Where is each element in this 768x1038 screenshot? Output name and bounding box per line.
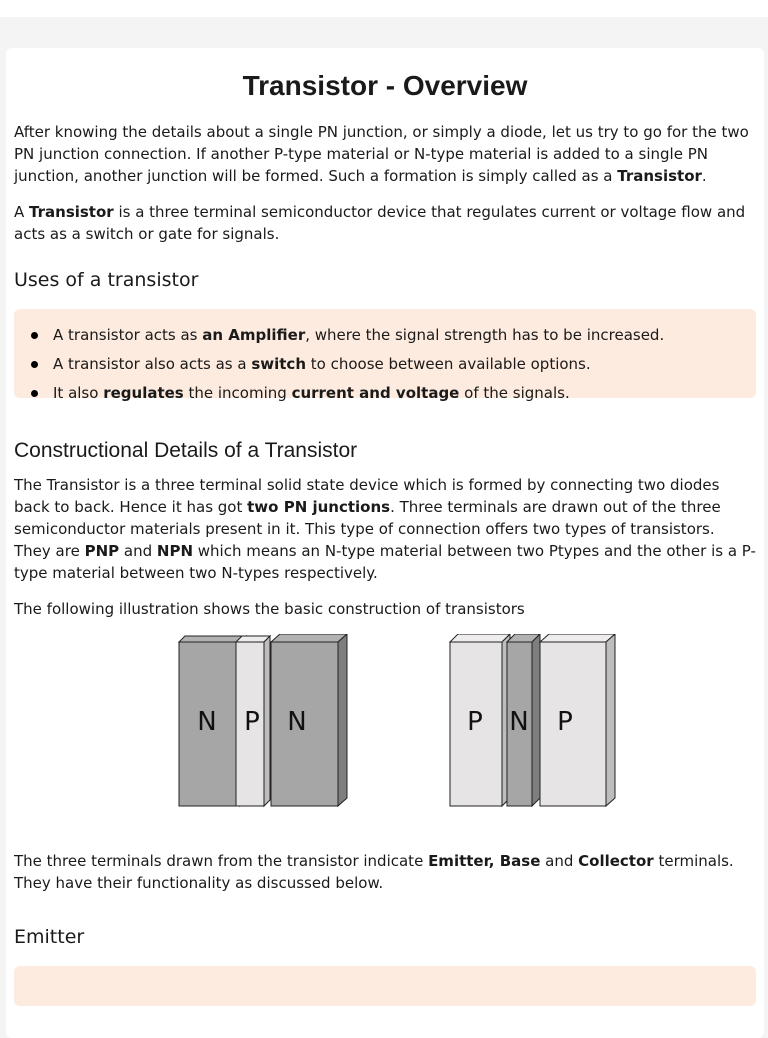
list-item [14, 321, 756, 350]
bold-term: Transistor [29, 203, 114, 221]
bold-term: regulates [103, 384, 184, 402]
text-run: The Transistor is a three terminal solid state device which is formed by connecting two diodes back to back. Hence it has got [14, 476, 720, 516]
bold-term: Emitter, Base [428, 852, 541, 870]
text-run: and [540, 852, 579, 870]
bold-term: current and voltage [291, 384, 460, 402]
construction-heading: Constructional Details of a Transistor [14, 439, 358, 462]
text-run: terminals. They have their functionality as discussed below. [14, 852, 734, 892]
text-run: the incoming [183, 384, 292, 402]
text-run: A transistor acts as [53, 326, 203, 344]
text-run: . Three terminals are drawn out of the three semiconductor materials present in it. This type of connection offers two types of transistors. They are [14, 498, 721, 560]
text-run: and [119, 542, 157, 560]
bold-term: switch [251, 355, 306, 373]
emitter-note-box [14, 966, 756, 1006]
bold-term: an Amplifier [202, 326, 306, 344]
list-item [14, 379, 756, 408]
text-run: A [14, 203, 30, 221]
npn-label-n-left: N [197, 707, 217, 737]
text-run: which means an N-type material between two Ptypes and the other is a P-type material between two N-types respectively. [14, 542, 756, 582]
construction-paragraph [14, 474, 756, 584]
intro-paragraph-2 [14, 201, 756, 245]
uses-note-box [14, 309, 756, 402]
text-run: is a three terminal semiconductor device that regulates current or voltage flow and acts as a switch or gate for signals. [14, 203, 746, 243]
text-run: , where the signal strength has to be increased. [305, 326, 665, 344]
text-run: to choose between available options. [306, 355, 591, 373]
npn-label-n-right: N [287, 707, 307, 737]
text-run: The three terminals drawn from the transistor indicate [14, 852, 429, 870]
illustration-caption: The following illustration shows the basic construction of transistors [14, 600, 525, 618]
pnp-label-p-right: P [557, 707, 573, 737]
bold-term: Collector [578, 852, 654, 870]
bullet-icon [31, 361, 38, 368]
pnp-label-n: N [509, 707, 529, 737]
bullet-icon [31, 390, 38, 397]
text-run: . [701, 167, 707, 185]
text-run: It also [53, 384, 104, 402]
pnp-transistor [450, 634, 615, 806]
top-bar [0, 0, 768, 17]
bullet-icon [31, 332, 38, 339]
pnp-label-p-left: P [467, 707, 483, 737]
bold-term: NPN [156, 542, 193, 560]
intro-paragraph-1 [14, 121, 756, 187]
list-item [14, 350, 756, 379]
text-run: A transistor also acts as a [53, 355, 252, 373]
bold-term: two PN junctions [247, 498, 391, 516]
text-run: of the signals. [459, 384, 570, 402]
pnp-layer-p-right [540, 634, 615, 806]
bold-term: PNP [84, 542, 120, 560]
npn-layer-n-right [271, 634, 347, 806]
transistor-construction-figure [14, 634, 754, 834]
text-run: After knowing the details about a single PN junction, or simply a diode, let us try to go for the two PN junction connection. If another P-type material or N-type material is added to a single PN junction, another junction will be formed. Such a formation is simply called as a [14, 123, 749, 185]
transistor-diagram [14, 634, 754, 834]
page-title: Transistor - Overview [242, 70, 528, 101]
uses-heading: Uses of a transistor [14, 269, 199, 291]
content-card [6, 48, 764, 1038]
terminals-paragraph [14, 850, 756, 894]
emitter-heading: Emitter [14, 926, 85, 948]
npn-label-p: P [244, 707, 260, 737]
uses-list [14, 321, 756, 408]
npn-transistor [179, 634, 347, 806]
bold-term: Transistor [617, 167, 702, 185]
